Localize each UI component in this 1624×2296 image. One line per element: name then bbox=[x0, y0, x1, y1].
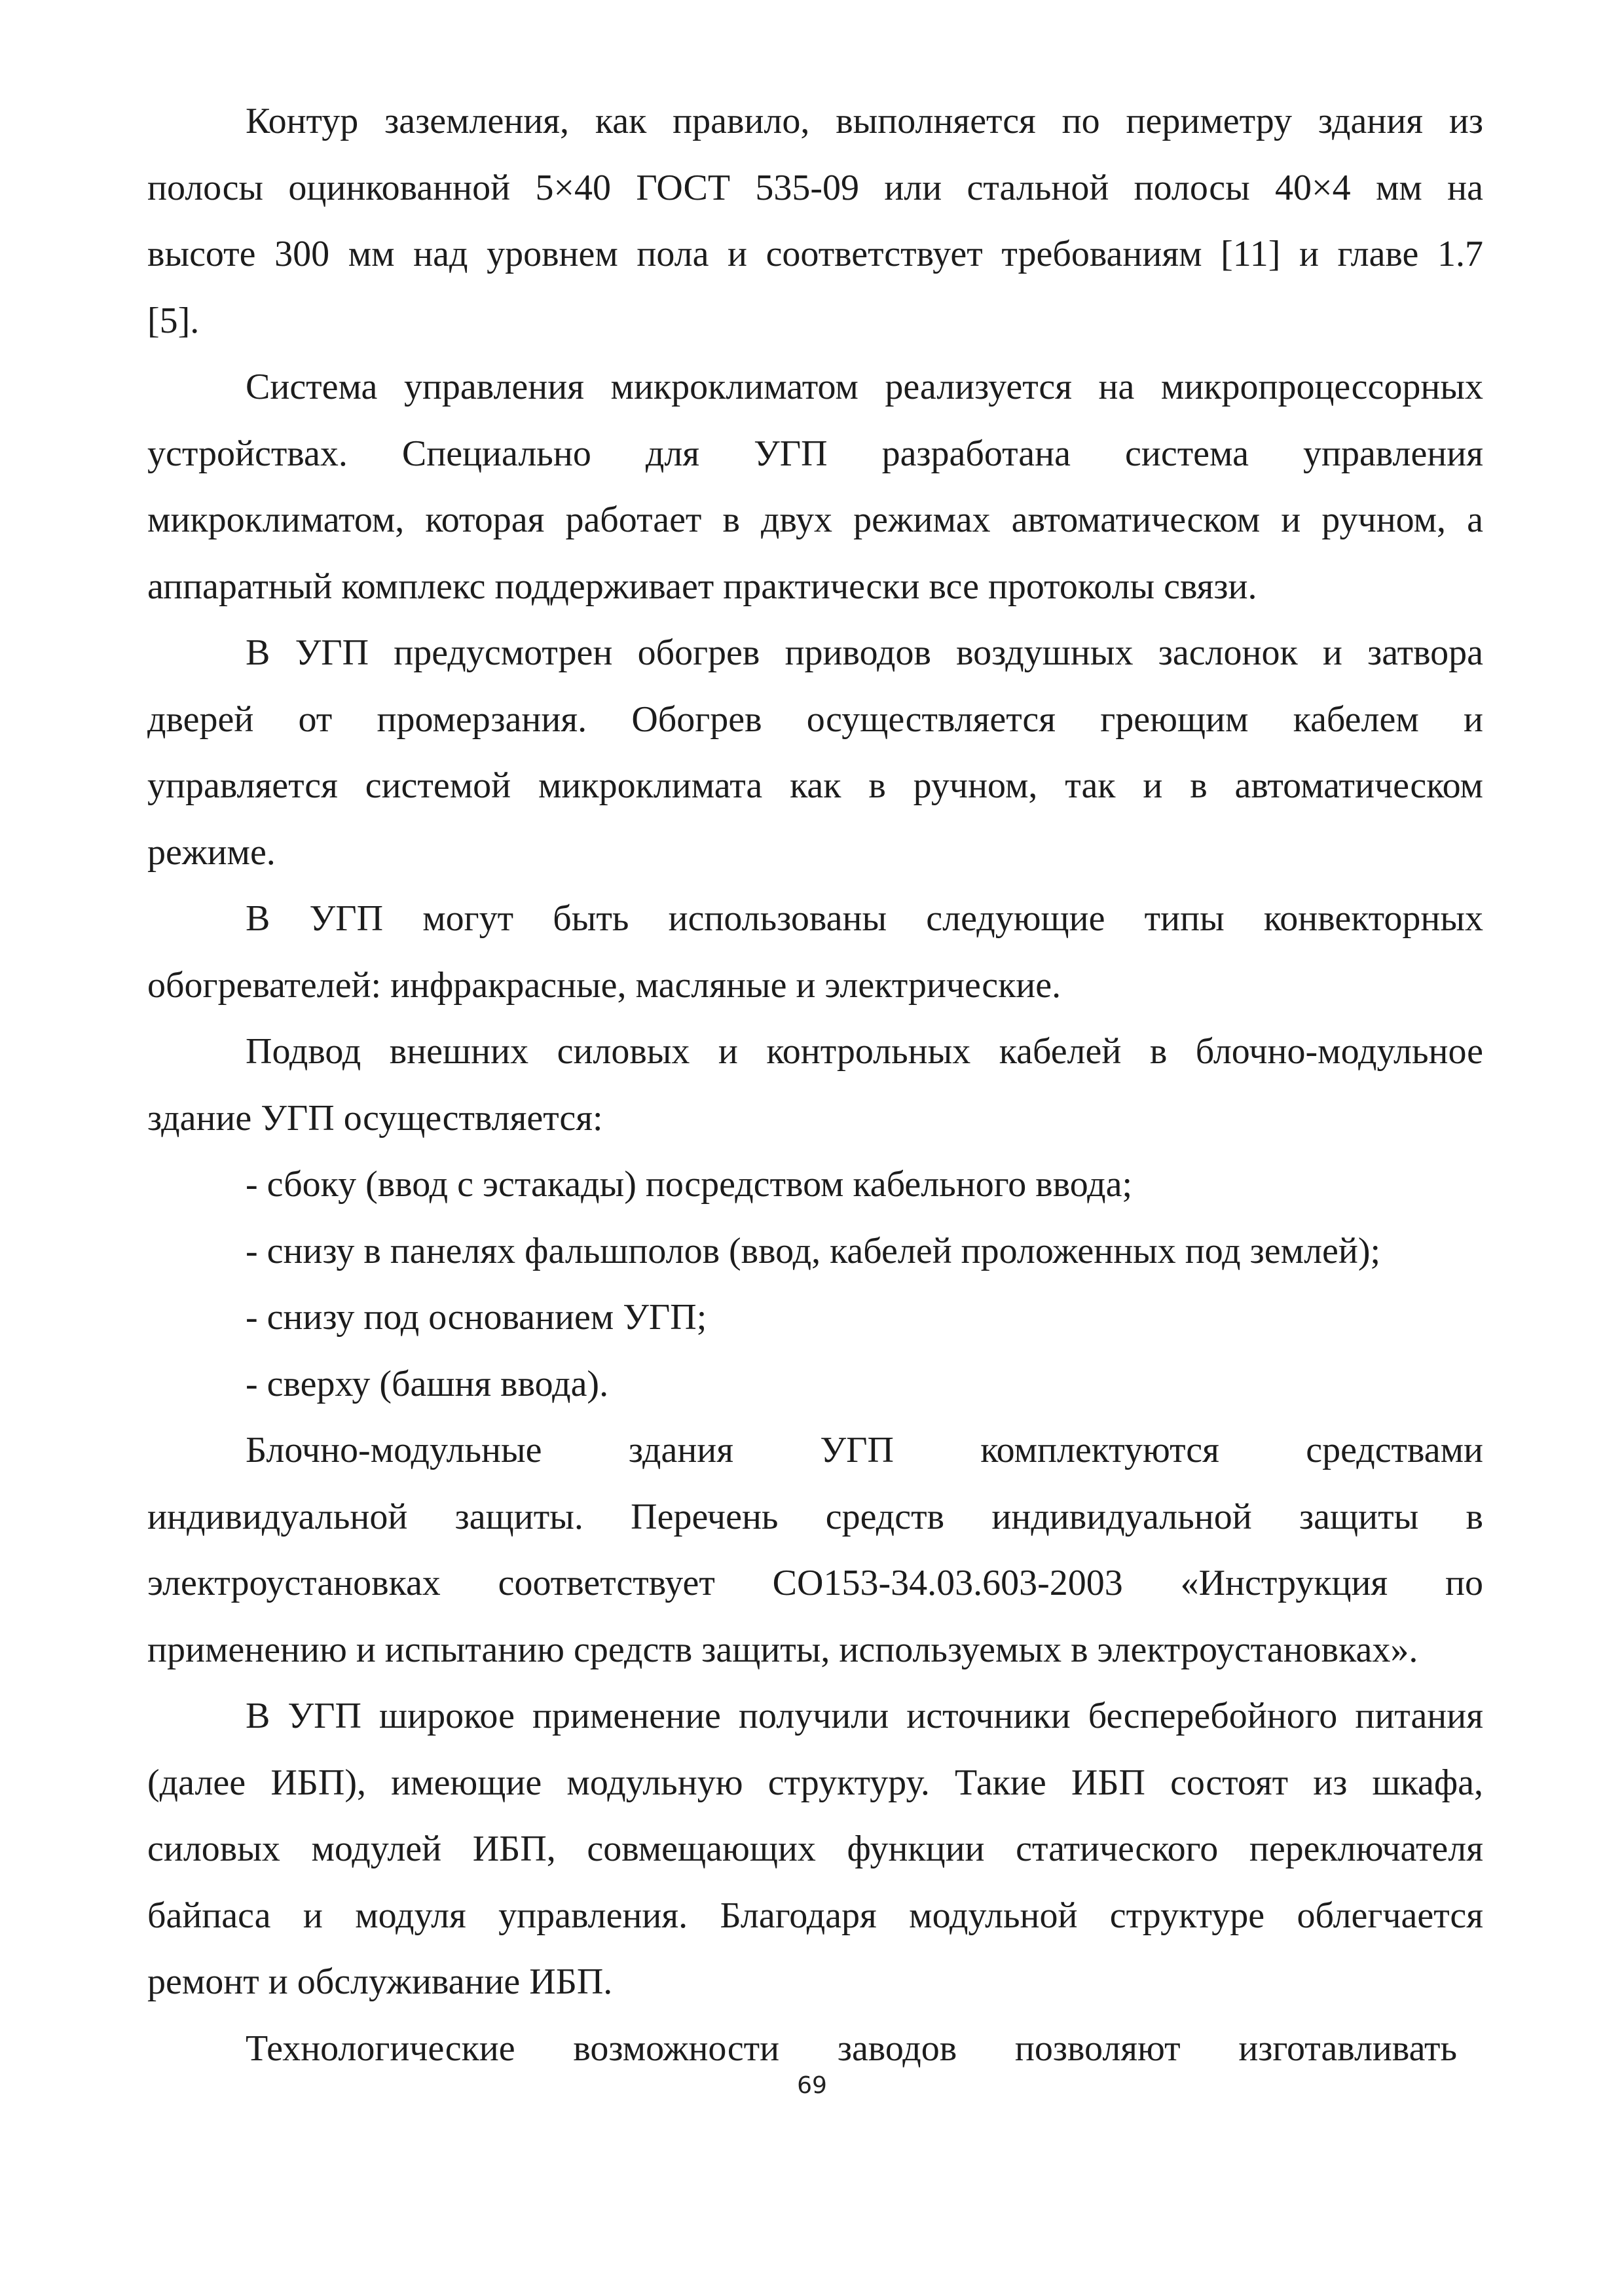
text-line: Блочно-модульные здания УГП комплектуются средствами bbox=[246, 1430, 1483, 1470]
text-line: силовых модулей ИБП, совмещающих функции статического переключателя bbox=[147, 1829, 1483, 1869]
text-line: микроклиматом, которая работает в двух режимах автоматическом и ручном, а bbox=[147, 500, 1483, 540]
text-line: байпаса и модуля управления. Благодаря модульной структуре облегчается bbox=[147, 1895, 1483, 1936]
text-line: Технологические возможности заводов позволяют изготавливать bbox=[246, 2028, 1457, 2069]
text-line: (далее ИБП), имеющие модульную структуру. Такие ИБП состоят из шкафа, bbox=[147, 1762, 1483, 1803]
text-line: высоте 300 мм над уровнем пола и соответствует требованиям [11] и главе 1.7 bbox=[147, 234, 1483, 274]
text-line: В УГП предусмотрен обогрев приводов воздушных заслонок и затвора bbox=[246, 632, 1483, 673]
list-item: - снизу под основанием УГП; bbox=[246, 1297, 707, 1338]
text-line: дверей от промерзания. Обогрев осуществляется греющим кабелем и bbox=[147, 699, 1483, 740]
list-item: - сбоку (ввод с эстакады) посредством кабельного ввода; bbox=[246, 1164, 1133, 1205]
text-line: ремонт и обслуживание ИБП. bbox=[147, 1961, 613, 2002]
text-line: индивидуальной защиты. Перечень средств индивидуальной защиты в bbox=[147, 1496, 1483, 1537]
text-line: полосы оцинкованной 5×40 ГОСТ 535-09 или стальной полосы 40×4 мм на bbox=[147, 167, 1483, 208]
page-number: 69 bbox=[797, 2072, 827, 2099]
list-item: - снизу в панелях фальшполов (ввод, кабелей проложенных под землей); bbox=[246, 1230, 1381, 1271]
text-line: здание УГП осуществляется: bbox=[147, 1097, 603, 1139]
text-line: электроустановках соответствует СО153-34.03.603-2003 «Инструкция по bbox=[147, 1563, 1483, 1603]
text-line: В УГП широкое применение получили источники бесперебойного питания bbox=[246, 1696, 1483, 1736]
text-line: Контур заземления, как правило, выполняется по периметру здания из bbox=[246, 101, 1483, 141]
text-line: аппаратный комплекс поддерживает практически все протоколы связи. bbox=[147, 566, 1257, 607]
text-line: устройствах. Специально для УГП разработана система управления bbox=[147, 433, 1483, 474]
text-line: Система управления микроклиматом реализуется на микропроцессорных bbox=[246, 367, 1483, 407]
document-page bbox=[147, 88, 1483, 2082]
text-line: применению и испытанию средств защиты, используемых в электроустановках». bbox=[147, 1629, 1418, 1670]
text-line: обогревателей: инфракрасные, масляные и электрические. bbox=[147, 964, 1061, 1006]
text-line: Подвод внешних силовых и контрольных кабелей в блочно-модульное bbox=[246, 1031, 1483, 1072]
text-line: В УГП могут быть использованы следующие типы конвекторных bbox=[246, 898, 1483, 939]
text-line: режиме. bbox=[147, 831, 276, 873]
text-line: [5]. bbox=[147, 300, 200, 341]
text-line: управляется системой микроклимата как в ручном, так и в автоматическом bbox=[147, 765, 1483, 806]
list-item: - сверху (башня ввода). bbox=[246, 1363, 609, 1404]
